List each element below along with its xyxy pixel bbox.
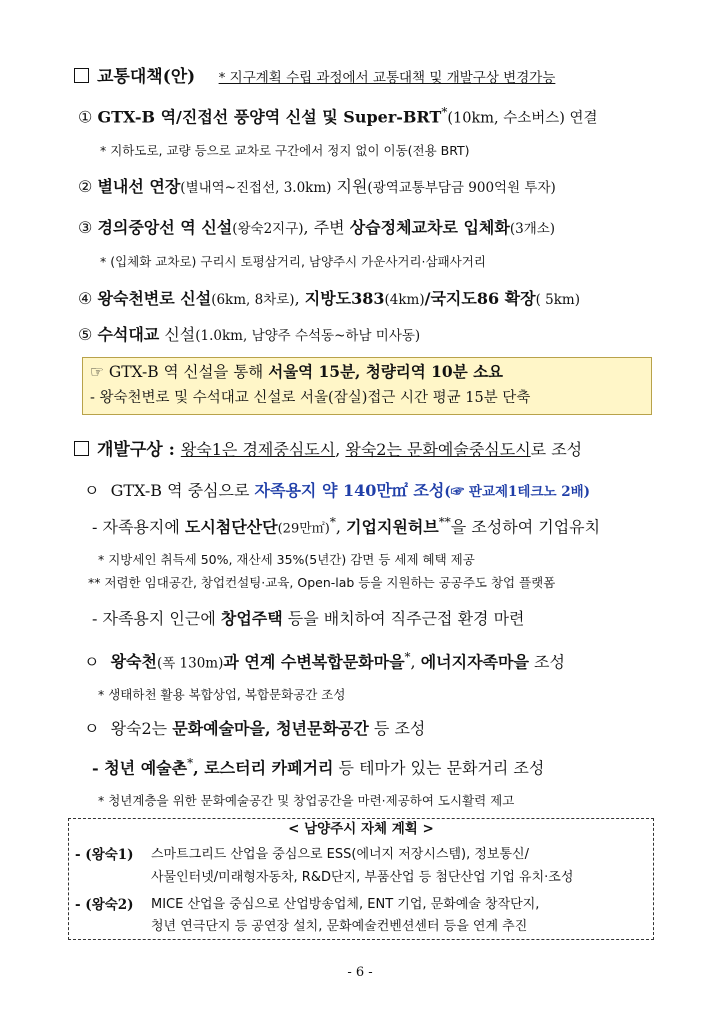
transport-item-5-detail: (1.0km, 남양주 수석동~하남 미사동) — [195, 328, 421, 344]
plan-title: < 남양주시 자체 계획 > — [288, 821, 434, 837]
dev-point-2-link: 과 연계 — [223, 652, 281, 672]
dev-point-1 — [84, 481, 590, 500]
transport-item-2-detail: (광역교통부담금 900억원 투자) — [367, 180, 556, 196]
dev-point-1-compare: (☞ 판교제1테크노 2배) — [444, 484, 591, 500]
heading-comma: , — [335, 440, 346, 459]
dev-point-1-lead: GTX-B 역 중심으로 — [110, 481, 255, 500]
circled-number-1: ① — [78, 107, 93, 127]
plan-row-1-label: - (왕숙1) — [75, 847, 134, 863]
footnote-mark: * — [329, 515, 336, 529]
namyangju-plan-box — [68, 818, 654, 940]
transport-item-4-sep: , — [294, 289, 305, 308]
dev-point-1b — [92, 609, 525, 628]
page-number: - 6 - — [347, 965, 373, 980]
bullet-icon: ㅇ — [84, 719, 100, 738]
transport-item-4-road86: 국지도86 확장 — [430, 289, 536, 308]
transport-item-5 — [78, 325, 420, 344]
footnote-mark: * — [187, 756, 194, 770]
section-development-heading — [74, 440, 582, 460]
wangsuk2-theme: 왕숙2는 문화예술중심도시 — [345, 440, 531, 459]
dev-point-2-note: * 생태하천 활용 복합상업, 복합문화공간 조성 — [98, 687, 346, 702]
dev-point-1a-tail: 을 조성하여 기업유치 — [450, 517, 601, 537]
checkbox-square-icon — [74, 441, 89, 456]
transport-item-4-road86-len: ( 5km) — [535, 292, 580, 308]
transport-highlight-line-1 — [90, 363, 503, 382]
transport-item-3-note: * (입체화 교차로) 구리시 토평삼거리, 남양주시 가운사거리·삼패사거리 — [100, 254, 486, 269]
highlight-times: 서울역 15분, 청량리역 10분 소요 — [268, 362, 504, 381]
footnote-mark: ** — [438, 515, 451, 529]
heading-colon: : — [162, 440, 181, 460]
section-transport-note: * 지구계획 수립 과정에서 교통대책 및 개발구상 변경가능 — [218, 70, 556, 86]
bullet-icon: ㅇ — [84, 652, 100, 672]
dev-point-3a-village: 청년 예술촌 — [104, 758, 188, 778]
dev-point-3a-sep: , — [193, 758, 205, 778]
transport-highlight-line-2: - 왕숙천변로 및 수석대교 신설로 서울(잠실)접근 시간 평균 15분 단축 — [90, 390, 531, 406]
transport-item-4-main: 왕숙천변로 신설 — [97, 289, 212, 308]
dev-point-1-highlight: 자족용지 약 140만㎡ 조성 — [254, 481, 445, 500]
dev-point-3 — [84, 719, 425, 738]
dev-point-1a — [92, 515, 600, 537]
dev-point-3a-cafe: 로스터리 카페거리 — [204, 758, 334, 778]
dev-point-3-note: * 청년계층을 위한 문화예술공간 및 창업공간을 마련·제공하여 도시활력 제고 — [98, 793, 515, 808]
transport-item-4-road383: 지방도383 — [304, 289, 385, 308]
wangsuk1-theme: 왕숙1은 경제중심도시 — [180, 440, 336, 459]
section-transport-heading — [74, 67, 555, 87]
transport-item-1-main: GTX-B 역/진접선 풍양역 신설 및 Super-BRT — [97, 107, 442, 127]
dev-point-1a-lead: - 자족용지에 — [92, 517, 185, 537]
plan-row-2-line-1: MICE 산업을 중심으로 산업방송업체, ENT 기업, 문화예술 창작단지, — [151, 897, 540, 912]
dev-point-2-village: 수변복합문화마을 — [280, 652, 405, 672]
transport-item-4 — [78, 289, 580, 308]
plan-row-1-line-2: 사물인터넷/미래형자동차, R&D단지, 부품산업 등 첨단산업 기업 유치·조성 — [151, 870, 574, 885]
dev-point-3a-dash: - — [92, 758, 105, 778]
highlight-lead: ☞ GTX-B 역 신설을 통해 — [90, 363, 269, 381]
transport-item-2-range: (별내역~진접선, 3.0km) — [180, 180, 332, 196]
transport-item-4-slash: / — [424, 289, 431, 308]
circled-number-5: ⑤ — [78, 325, 93, 344]
dev-point-2-tail: 조성 — [528, 652, 565, 672]
transport-item-3-count: (3개소) — [509, 221, 556, 237]
transport-item-1-detail: (10km, 수소버스) 연결 — [447, 110, 598, 127]
dev-point-3-lead: 왕숙2는 — [110, 719, 173, 738]
plan-row-2-label: - (왕숙2) — [75, 897, 134, 913]
circled-number-2: ② — [78, 177, 93, 196]
dev-point-2 — [84, 650, 565, 672]
dev-point-1b-tail: 등을 배치하여 직주근접 환경 마련 — [282, 609, 525, 628]
transport-item-4-road383-len: (4km) — [384, 292, 425, 308]
plan-row-2-tag — [75, 897, 134, 913]
transport-item-3-district: (왕숙2지구) — [232, 221, 304, 237]
dev-point-2-energy: 에너지자족마을 — [420, 652, 529, 672]
dev-point-1a-area: (29만㎡) — [277, 521, 330, 537]
transport-item-2-verb: 지원 — [331, 177, 368, 196]
dev-point-1a-sep: , — [335, 517, 347, 537]
section-development-title: 개발구상 — [97, 440, 163, 460]
transport-item-1-note: * 지하도로, 교량 등으로 교차로 구간에서 정지 없이 이동(전용 BRT) — [100, 143, 470, 158]
transport-item-2-main: 별내선 연장 — [97, 177, 181, 196]
dev-point-2-river: 왕숙천 — [110, 652, 157, 672]
bullet-icon: ㅇ — [84, 481, 100, 500]
checkbox-square-icon — [74, 68, 89, 83]
circled-number-3: ③ — [78, 218, 93, 237]
dev-point-2-width: (폭 130m) — [156, 655, 224, 672]
transport-item-3-main: 경의중앙선 역 신설 — [97, 218, 233, 237]
transport-item-3-intersections: 상습정체교차로 입체화 — [349, 218, 510, 237]
dev-point-1a-complex: 도시첨단산단 — [184, 517, 278, 537]
dev-point-1b-lead: - 자족용지 인근에 — [92, 609, 221, 628]
dev-point-1-note-1: * 지방세인 취득세 50%, 재산세 35%(5년간) 감면 등 세제 혜택 제공 — [98, 552, 475, 567]
footnote-mark: * — [441, 105, 448, 119]
dev-point-3-culture: 문화예술마을, 청년문화공간 — [172, 719, 369, 738]
plan-row-2-line-2: 청년 연극단지 등 공연장 설치, 문화예술컨벤션센터 등을 연계 추진 — [151, 919, 528, 934]
transport-item-5-main: 수석대교 — [97, 325, 160, 344]
plan-row-1-tag — [75, 847, 134, 863]
dev-point-3a — [92, 756, 544, 778]
section-transport-title: 교통대책(안) — [97, 67, 196, 87]
circled-number-4: ④ — [78, 289, 93, 308]
transport-item-5-verb: 신설 — [159, 325, 196, 344]
transport-item-2 — [78, 177, 556, 196]
dev-point-1a-hub: 기업지원허브 — [346, 517, 439, 537]
plan-row-1-line-1: 스마트그리드 산업을 중심으로 ESS(에너지 저장시스템), 정보통신/ — [151, 847, 529, 862]
dev-point-3a-tail: 등 테마가 있는 문화거리 조성 — [333, 758, 545, 778]
dev-point-2-sep: , — [410, 652, 421, 672]
footnote-mark: * — [404, 650, 411, 664]
transport-item-4-spec: (6km, 8차로) — [211, 292, 295, 308]
transport-item-3-conj: , 주변 — [303, 218, 350, 237]
transport-item-1 — [78, 105, 598, 128]
dev-point-1b-housing: 창업주택 — [220, 609, 283, 628]
dev-point-1-note-2: ** 저렴한 임대공간, 창업컨설팅·교육, Open-lab 등을 지원하는 공공주도 창업 플랫폼 — [88, 575, 556, 590]
heading-tail: 로 조성 — [530, 440, 583, 459]
dev-point-3-tail: 등 조성 — [368, 719, 426, 738]
transport-item-3 — [78, 218, 555, 237]
